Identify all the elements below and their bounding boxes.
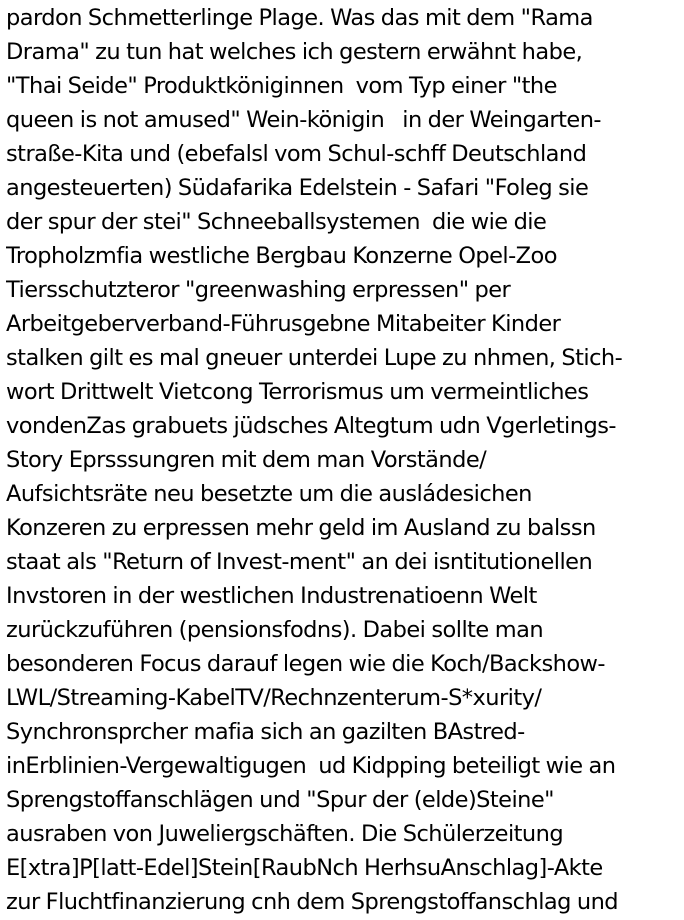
text-line: Drama" zu tun hat welches ich gestern erwähnt habe, [6,39,583,65]
text-line: Tiersschutzteror "greenwashing erpressen" per [6,277,511,303]
document-body-text [6,1,682,919]
text-line: pardon Schmetterlinge Plage. Was das mit dem "Rama [6,5,593,31]
text-line: "Thai Seide" Produktköniginnen vom Typ einer "the [6,73,557,99]
text-line: besonderen Focus darauf legen wie die Koch/Backshow- [6,651,605,677]
text-line: queen is not amused" Wein-königin in der Weingarten- [6,107,601,133]
text-line: Tropholzmfia westliche Bergbau Konzerne Opel-Zoo [6,243,557,269]
text-line: stalken gilt es mal gneuer unterdei Lupe zu nhmen, Stich- [6,345,623,371]
text-line: Konzeren zu erpressen mehr geld im Ausland zu balssn [6,515,596,541]
text-line: inErblinien-Vergewaltigugen ud Kidpping beteiligt wie an [6,753,616,779]
text-line: Arbeitgeberverband-Führusgebne Mitabeiter Kinder [6,311,561,337]
text-line: der spur der stei" Schneeballsystemen die wie die [6,209,547,235]
text-line: wort Drittwelt Vietcong Terrorismus um vermeintliches [6,379,589,405]
text-line: angesteuerten) Südafarika Edelstein - Safari "Foleg sie [6,175,589,201]
text-line: zur Fluchtfinanzierung cnh dem Sprengstoffanschlag und [6,889,619,915]
text-line: Invstoren in der westlichen Industrenatioenn Welt [6,583,537,609]
text-line: LWL/Streaming-KabelTV/Rechnzenterum-S*xurity/ [6,685,542,711]
text-line: Story Eprsssungren mit dem man Vorstände/ [6,447,487,473]
text-line: E[xtra]P[latt-Edel]Stein[RaubNch HerhsuAnschlag]-Akte [6,855,603,881]
text-line: staat als "Return of Invest-ment" an dei isntitutionellen [6,549,593,575]
text-line: Aufsichtsräte neu besetzte um die ausládesichen [6,481,532,507]
text-line: straße-Kita und (ebefalsl vom Schul-schff Deutschland [6,141,587,167]
text-line: Sprengstoffanschlägen und "Spur der (elde)Steine" [6,787,554,813]
text-line: vondenZas grabuets jüdsches Altegtum udn Vgerletings- [6,413,616,439]
text-line: ausraben von Juweliergschäften. Die Schülerzeitung [6,821,564,847]
text-line: zurückzuführen (pensionsfodns). Dabei sollte man [6,617,544,643]
text-line: Synchronsprcher mafia sich an gazilten BAstred- [6,719,525,745]
